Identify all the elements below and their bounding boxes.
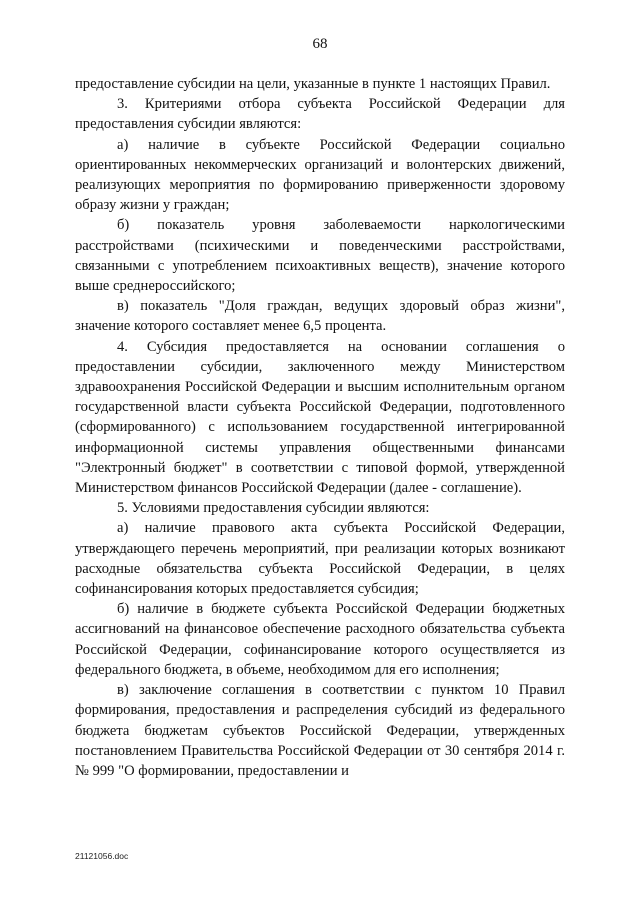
paragraph-criterion-a: а) наличие в субъекте Российской Федерации социально ориентированных некоммерческих организаций и волонтерских движений, реализующих мероприятия по формированию приверженности здоровому образу жизни у граждан; [75,136,565,214]
document-body [75,74,565,781]
paragraph-criteria-intro: 3. Критериями отбора субъекта Российской Федерации для предоставления субсидии являются: [75,96,565,133]
paragraph-conditions-intro: 5. Условиями предоставления субсидии являются: [117,500,430,517]
paragraph-continuation: предоставление субсидии на цели, указанные в пункте 1 настоящих Правил. [75,76,551,92]
footer-filename: 21121056.doc [75,851,129,861]
paragraph-condition-b: б) наличие в бюджете субъекта Российской Федерации бюджетных ассигнований на финансовое обеспечение расходного обязательства субъекта Российской Федерации, софинансирование которого осуществляется из федерального бюджета, в объеме, необходимом для его исполнения; [75,601,565,678]
page-number: 68 [312,36,328,52]
paragraph-subsidy-agreement: 4. Субсидия предоставляется на основании соглашения о предоставлении субсидии, заключенного между Министерством здравоохранения Российской Федерации и высшим исполнительным органом государственной власти субъекта Российской Федерации, подготовленного (сформированного) с использованием государственной интегрированной информационной системы управления общественными финансами "Электронный бюджет" в соответствии с типовой формой, утвержденной Министерством финансов Российской Федерации (далее - соглашение). [75,338,565,497]
paragraph-criterion-c: в) показатель "Доля граждан, ведущих здоровый образ жизни", значение которого составляет менее 6,5 процента. [75,298,565,335]
paragraph-condition-c: в) заключение соглашения в соответствии с пунктом 10 Правил формирования, предоставления и распределения субсидий из федерального бюджета бюджетам субъектов Российской Федерации, утвержденных постановлением Правительства Российской Федерации от 30 сентября 2014 г. № 999 "О формировании, предоставлении и [75,682,565,779]
paragraph-criterion-b: б) показатель уровня заболеваемости наркологическими расстройствами (психическими и поведенческими расстройствами, связанными с употреблением психоактивных веществ), значение которого выше среднероссийского; [75,217,565,295]
paragraph-condition-a: а) наличие правового акта субъекта Российской Федерации, утверждающего перечень мероприятий, при реализации которых возникают расходные обязательства субъекта Российской Федерации, в целях софинансирования которых предоставляется субсидия; [75,520,565,598]
